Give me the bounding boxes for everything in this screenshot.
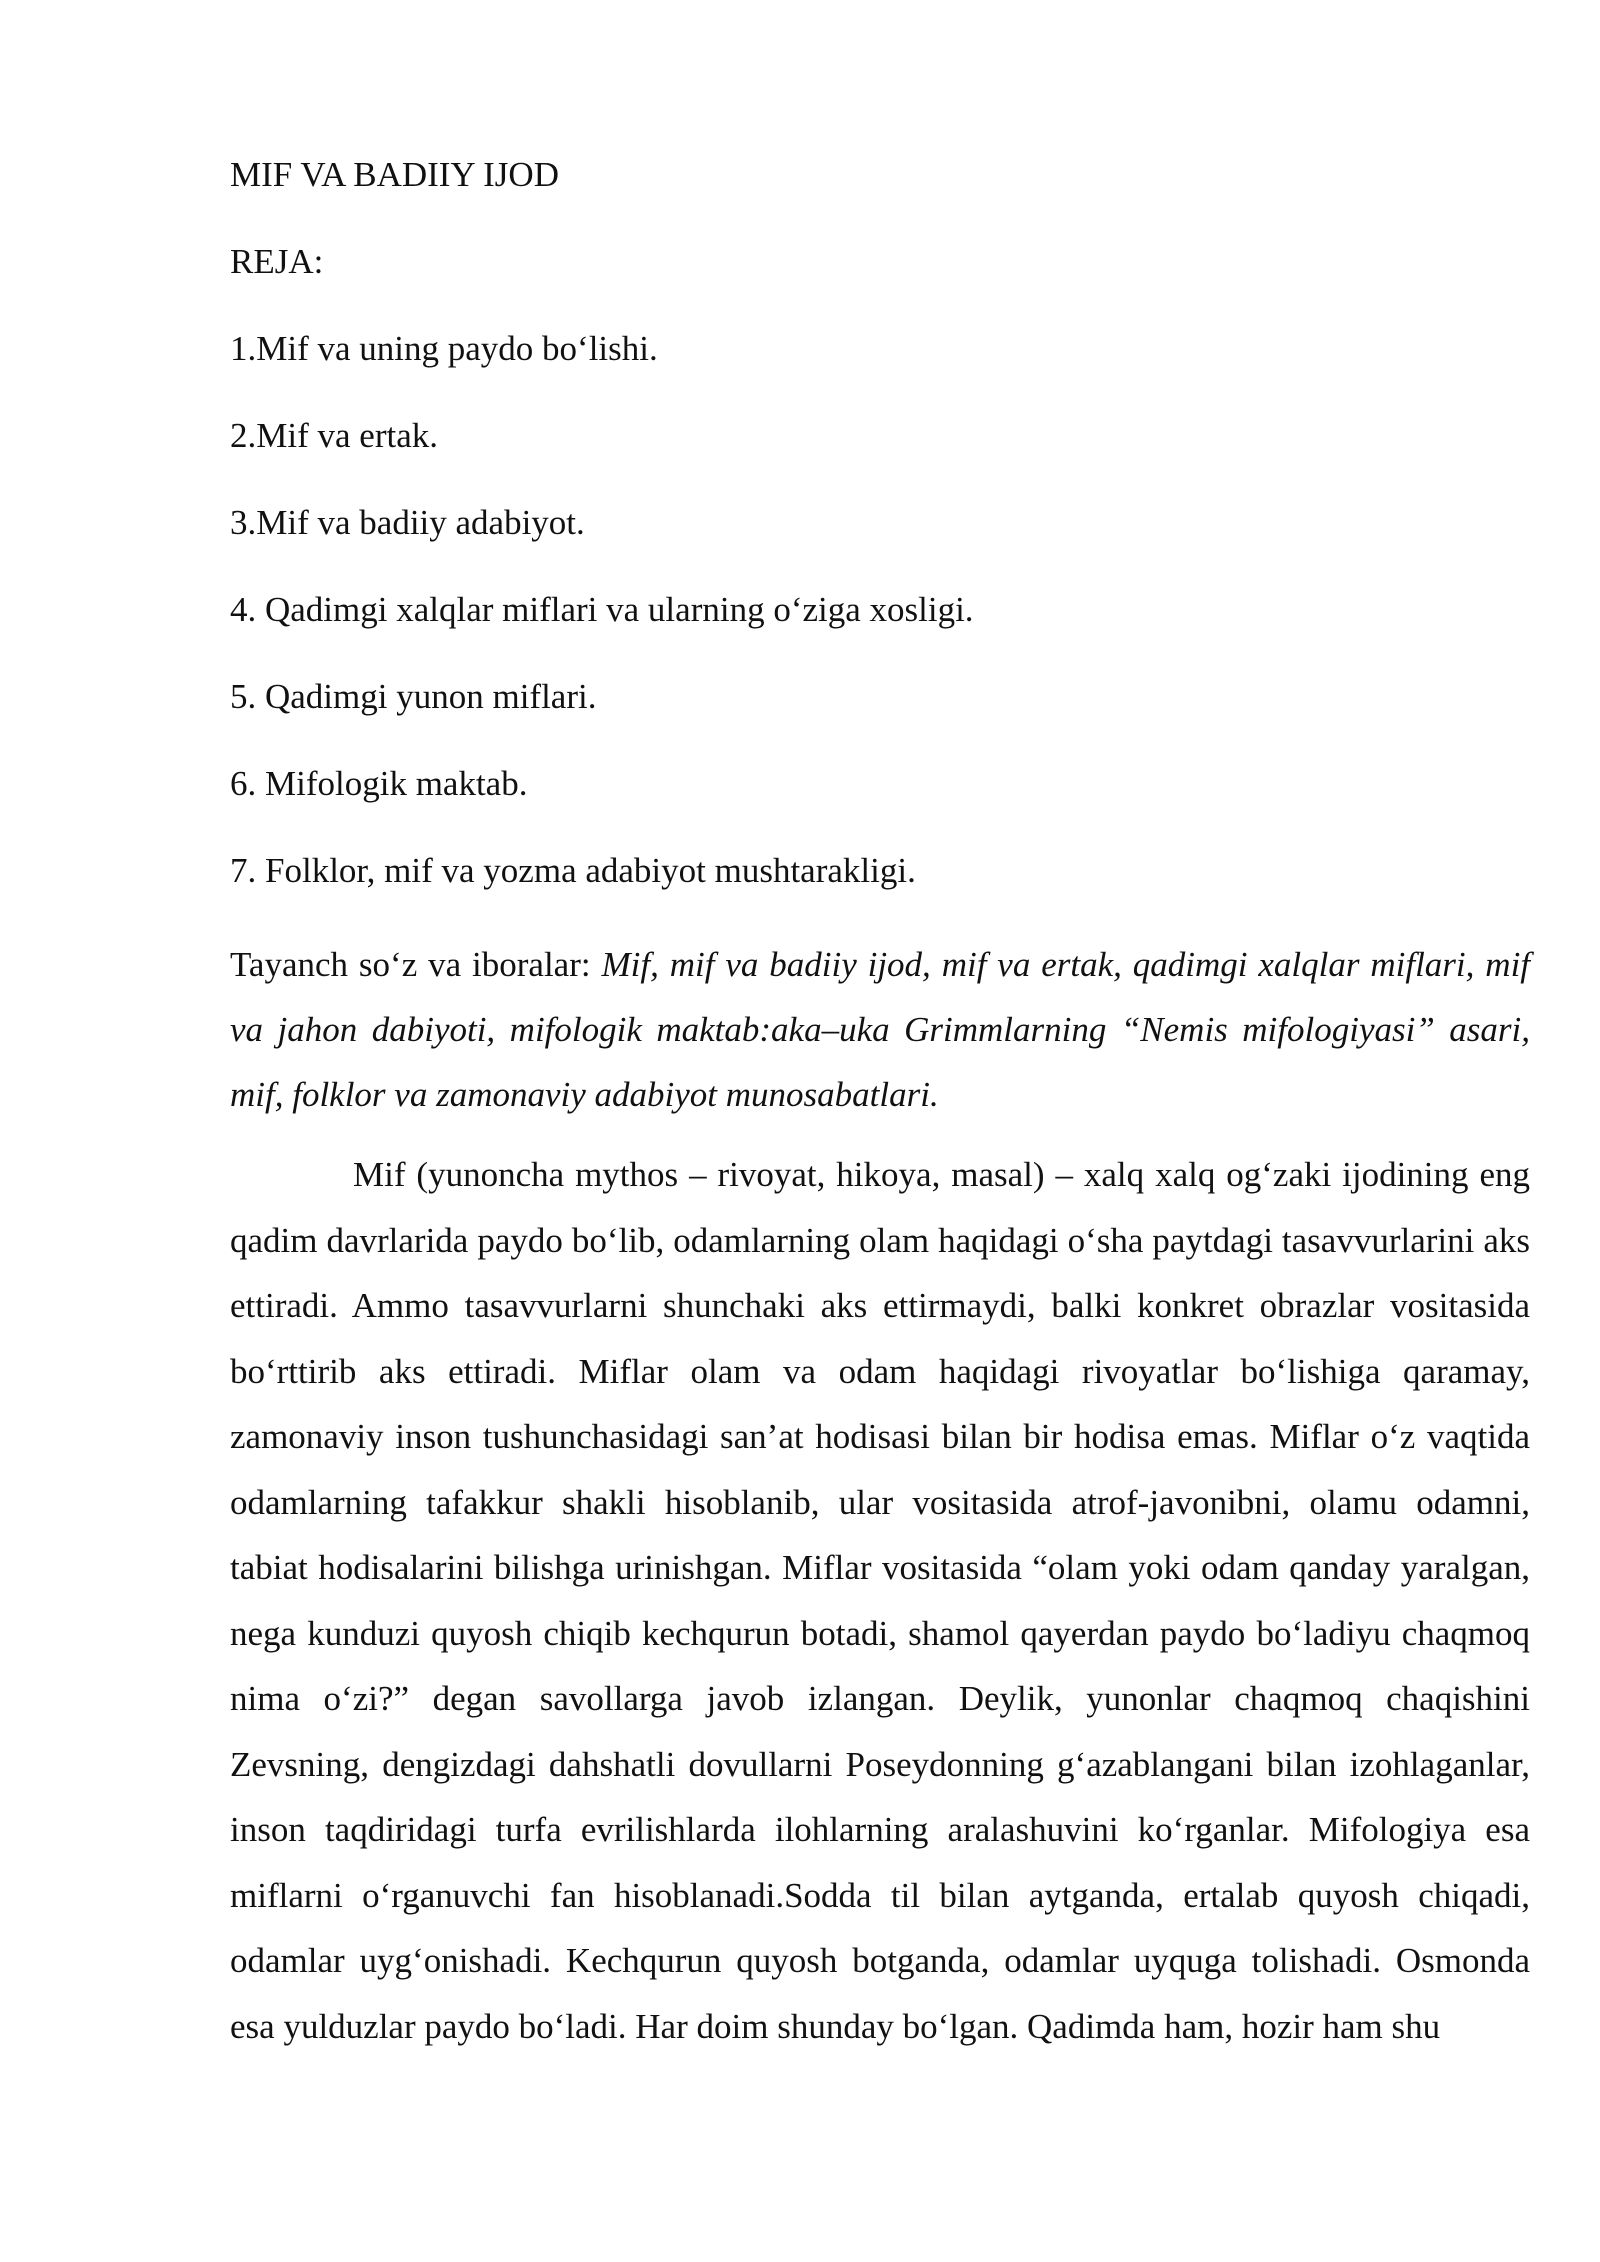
plan-list (230, 324, 974, 933)
plan-item: 4. Qadimgi xalqlar miflari va ularning o‘ziga xosligi. (230, 590, 974, 629)
plan-item: 7. Folklor, mif va yozma adabiyot mushtarakligi. (230, 851, 916, 890)
keywords-label: Tayanch so‘z va iboralar: (230, 945, 602, 984)
keywords-paragraph (230, 932, 1530, 1127)
body-paragraph: Mif (yunoncha mythos – rivoyat, hikoya, masal) – xalq xalq og‘zaki ijodining eng qadim davrlarida paydo bo‘lib, odamlarning olam haqidagi o‘sha paytdagi tasavvurlarini aks ettiradi. Ammo tasavvurlarni shunchaki aks ettirmaydi, balki konkret obrazlar vositasida bo‘rttirib aks ettiradi. Miflar olam va odam haqidagi rivoyatlar bo‘lishiga qaramay, zamonaviy inson tushunchasidagi san’at hodisasi bilan bir hodisa emas. Miflar o‘z vaqtida odamlarning tafakkur shakli hisoblanib, ular vositasida atrof-javonibni, olamu odamni, tabiat hodisalarini bilishga urinishgan. Miflar vositasida “olam yoki odam qanday yaralgan, nega kunduzi quyosh chiqib kechqurun botadi, shamol qayerdan paydo bo‘ladiyu chaqmoq nima o‘zi?” degan savollarga javob izlangan. Deylik, yunonlar chaqmoq chaqishini Zevsning, dengizdagi dahshatli dovullarni Poseydonning g‘azablangani bilan izohlaganlar, inson taqdiridagi turfa evrilishlarda ilohlarning aralashuvini ko‘rganlar. Mifologiya esa miflarni o‘rganuvchi fan hisoblanadi.Sodda til bilan aytganda, ertalab quyosh chiqadi, odamlar uyg‘onishadi. Kechqurun quyosh botganda, odamlar uyquga tolishadi. Osmonda esa yulduzlar paydo bo‘ladi. Har doim shunday bo‘lgan. Qadimda ham, hozir ham shu (230, 1155, 1530, 2046)
document-title: MIF VA BADIIY IJOD (230, 155, 559, 194)
plan-item: 6. Mifologik maktab. (230, 764, 528, 803)
plan-item: 1.Mif va uning paydo bo‘lishi. (230, 329, 658, 368)
keywords-text: Mif, mif va badiiy ijod, mif va ertak, qadimgi xalqlar miflari, mif va jahon dabiyoti, mifologik maktab:aka–uka Grimmlarning “Nemis mifologiyasi” asari, mif, folklor va zamonaviy adabiyot munosabatlari. (230, 945, 1531, 1114)
plan-item: 3.Mif va badiiy adabiyot. (230, 503, 585, 542)
plan-item: 5. Qadimgi yunon miflari. (230, 677, 597, 716)
plan-heading: REJA: (230, 242, 324, 281)
plan-item: 2.Mif va ertak. (230, 416, 438, 455)
